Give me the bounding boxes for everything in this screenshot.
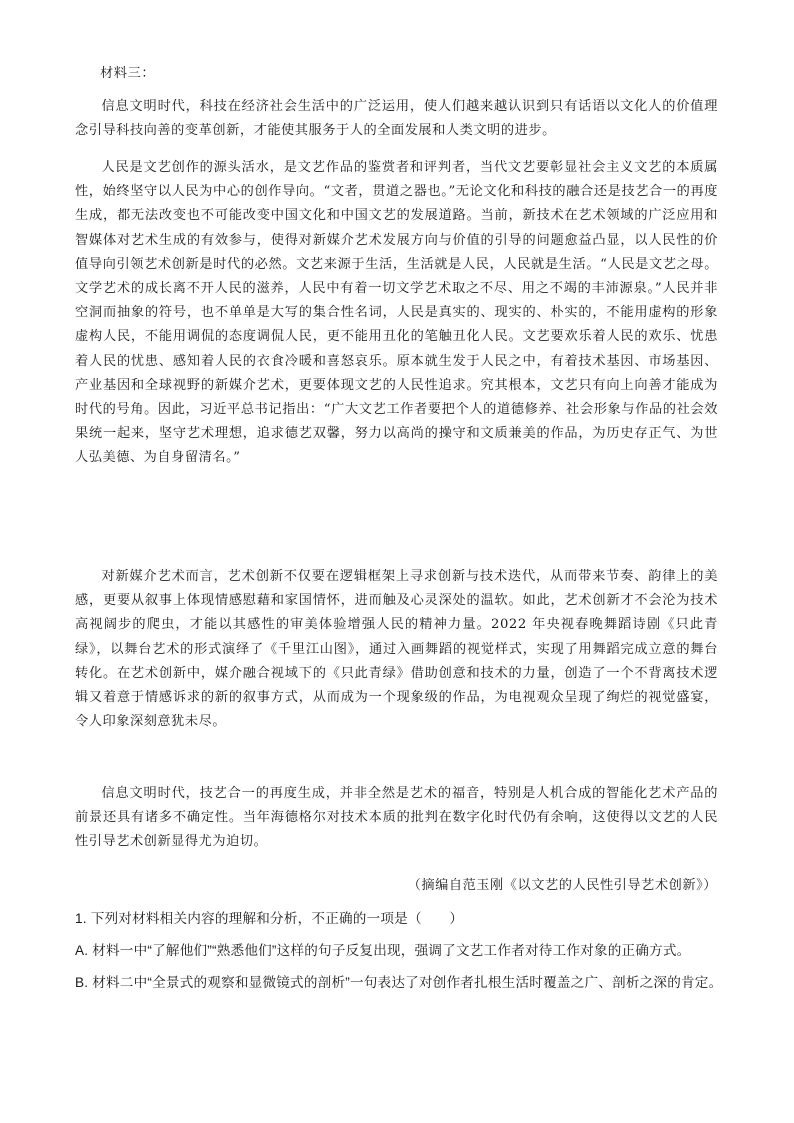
option-b: B. 材料二中“全景式的观察和显微镜式的剖析”一句表达了对创作者扎根生活时覆盖之广、剖析之深的肯定。: [75, 975, 723, 990]
question-stem: 1. 下列对材料相关内容的理解和分析，不正确的一项是（ ）: [75, 911, 464, 926]
material-paragraph-2: 人民是文艺创作的源头活水，是文艺作品的鉴赏者和评判者，当代文艺要彰显社会主义文艺的本质属性，始终坚守以人民为中心的创作导向。“文者，贯道之器也。”无论文化和科技的融合还是技艺合一的再度生成，都无法改变也不可能改变中国文化和中国文艺的发展道路。当前，新技术在艺术领域的广泛应用和智媒体对艺术生成的有效参与，使得对新媒介艺术发展方向与价值的引导的问题愈益凸显，以人民性的价值导向引领艺术创新是时代的必然。文艺来源于生活，生活就是人民，人民就是生活。“人民是文艺之母。文学艺术的成长离不开人民的滋养，人民中有着一切文学艺术取之不尽、用之不竭的丰沛源泉。”人民并非空洞而抽象的符号，也不单单是大写的集合性名词，人民是真实的、现实的、朴实的，不能用虚构的形象虚构人民，不能用调侃的态度调侃人民，更不能用丑化的笔触丑化人民。文艺要欢乐着人民的欢乐、忧患着人民的忧患、感知着人民的衣食冷暖和喜怒哀乐。原本就生发于人民之中，有着技术基因、市场基因、产业基因和全球视野的新媒介艺术，更要体现文艺的人民性追求。究其根本，文艺只有向上向善才能成为时代的号角。因此，习近平总书记指出：“广大文艺工作者要把个人的道德修养、社会形象与作品的社会效果统一起来，坚守艺术理想，追求德艺双馨，努力以高尚的操守和文质兼美的作品，为历史存正气、为世人弘美德、为自身留清名。”: [75, 160, 718, 466]
material-paragraph-3: 对新媒介艺术而言，艺术创新不仅要在逻辑框架上寻求创新与技术迭代，从而带来节奏、韵律上的美感，更要从叙事上体现情感慰藉和家国情怀，进而触及心灵深处的温软。如此，艺术创新才不会沦为技术高视阔步的爬虫，才能以其感性的审美体验增强人民的精神力量。2022 年央视春晚舞蹈诗剧《只此青绿》，以舞台艺术的形式演绎了《千里江山图》，通过入画舞蹈的视觉样式，实现了用舞蹈完成立意的舞台转化。在艺术创新中，媒介融合视域下的《只此青绿》借助创意和技术的力量，创造了一个不背离技术逻辑又着意于情感诉求的新的叙事方式，从而成为一个现象级的作品，为电视观众呈现了绚烂的视觉盛宴，令人印象深刻意犹未尽。: [75, 569, 718, 730]
material-paragraph-4: 信息文明时代，技艺合一的再度生成，并非全然是艺术的福音，特别是人机合成的智能化艺术产品的前景还具有诸多不确定性。当年海德格尔对技术本质的批判在数字化时代仍有余响，这使得以文艺的人民性引导艺术创新显得尤为迫切。: [75, 786, 718, 850]
material-heading: 材料三：: [100, 66, 156, 81]
option-a: A. 材料一中“了解他们”“熟悉他们”这样的句子反复出现，强调了文艺工作者对待工作对象的正确方式。: [75, 943, 691, 958]
source-citation: （摘编自范玉刚《以文艺的人民性引导艺术创新》）: [407, 878, 717, 893]
material-paragraph-1: 信息文明时代，科技在经济社会生活中的广泛运用，使人们越来越认识到只有话语以文化人的价值理念引导科技向善的变革创新，才能使其服务于人的全面发展和人类文明的进步。: [75, 99, 718, 139]
